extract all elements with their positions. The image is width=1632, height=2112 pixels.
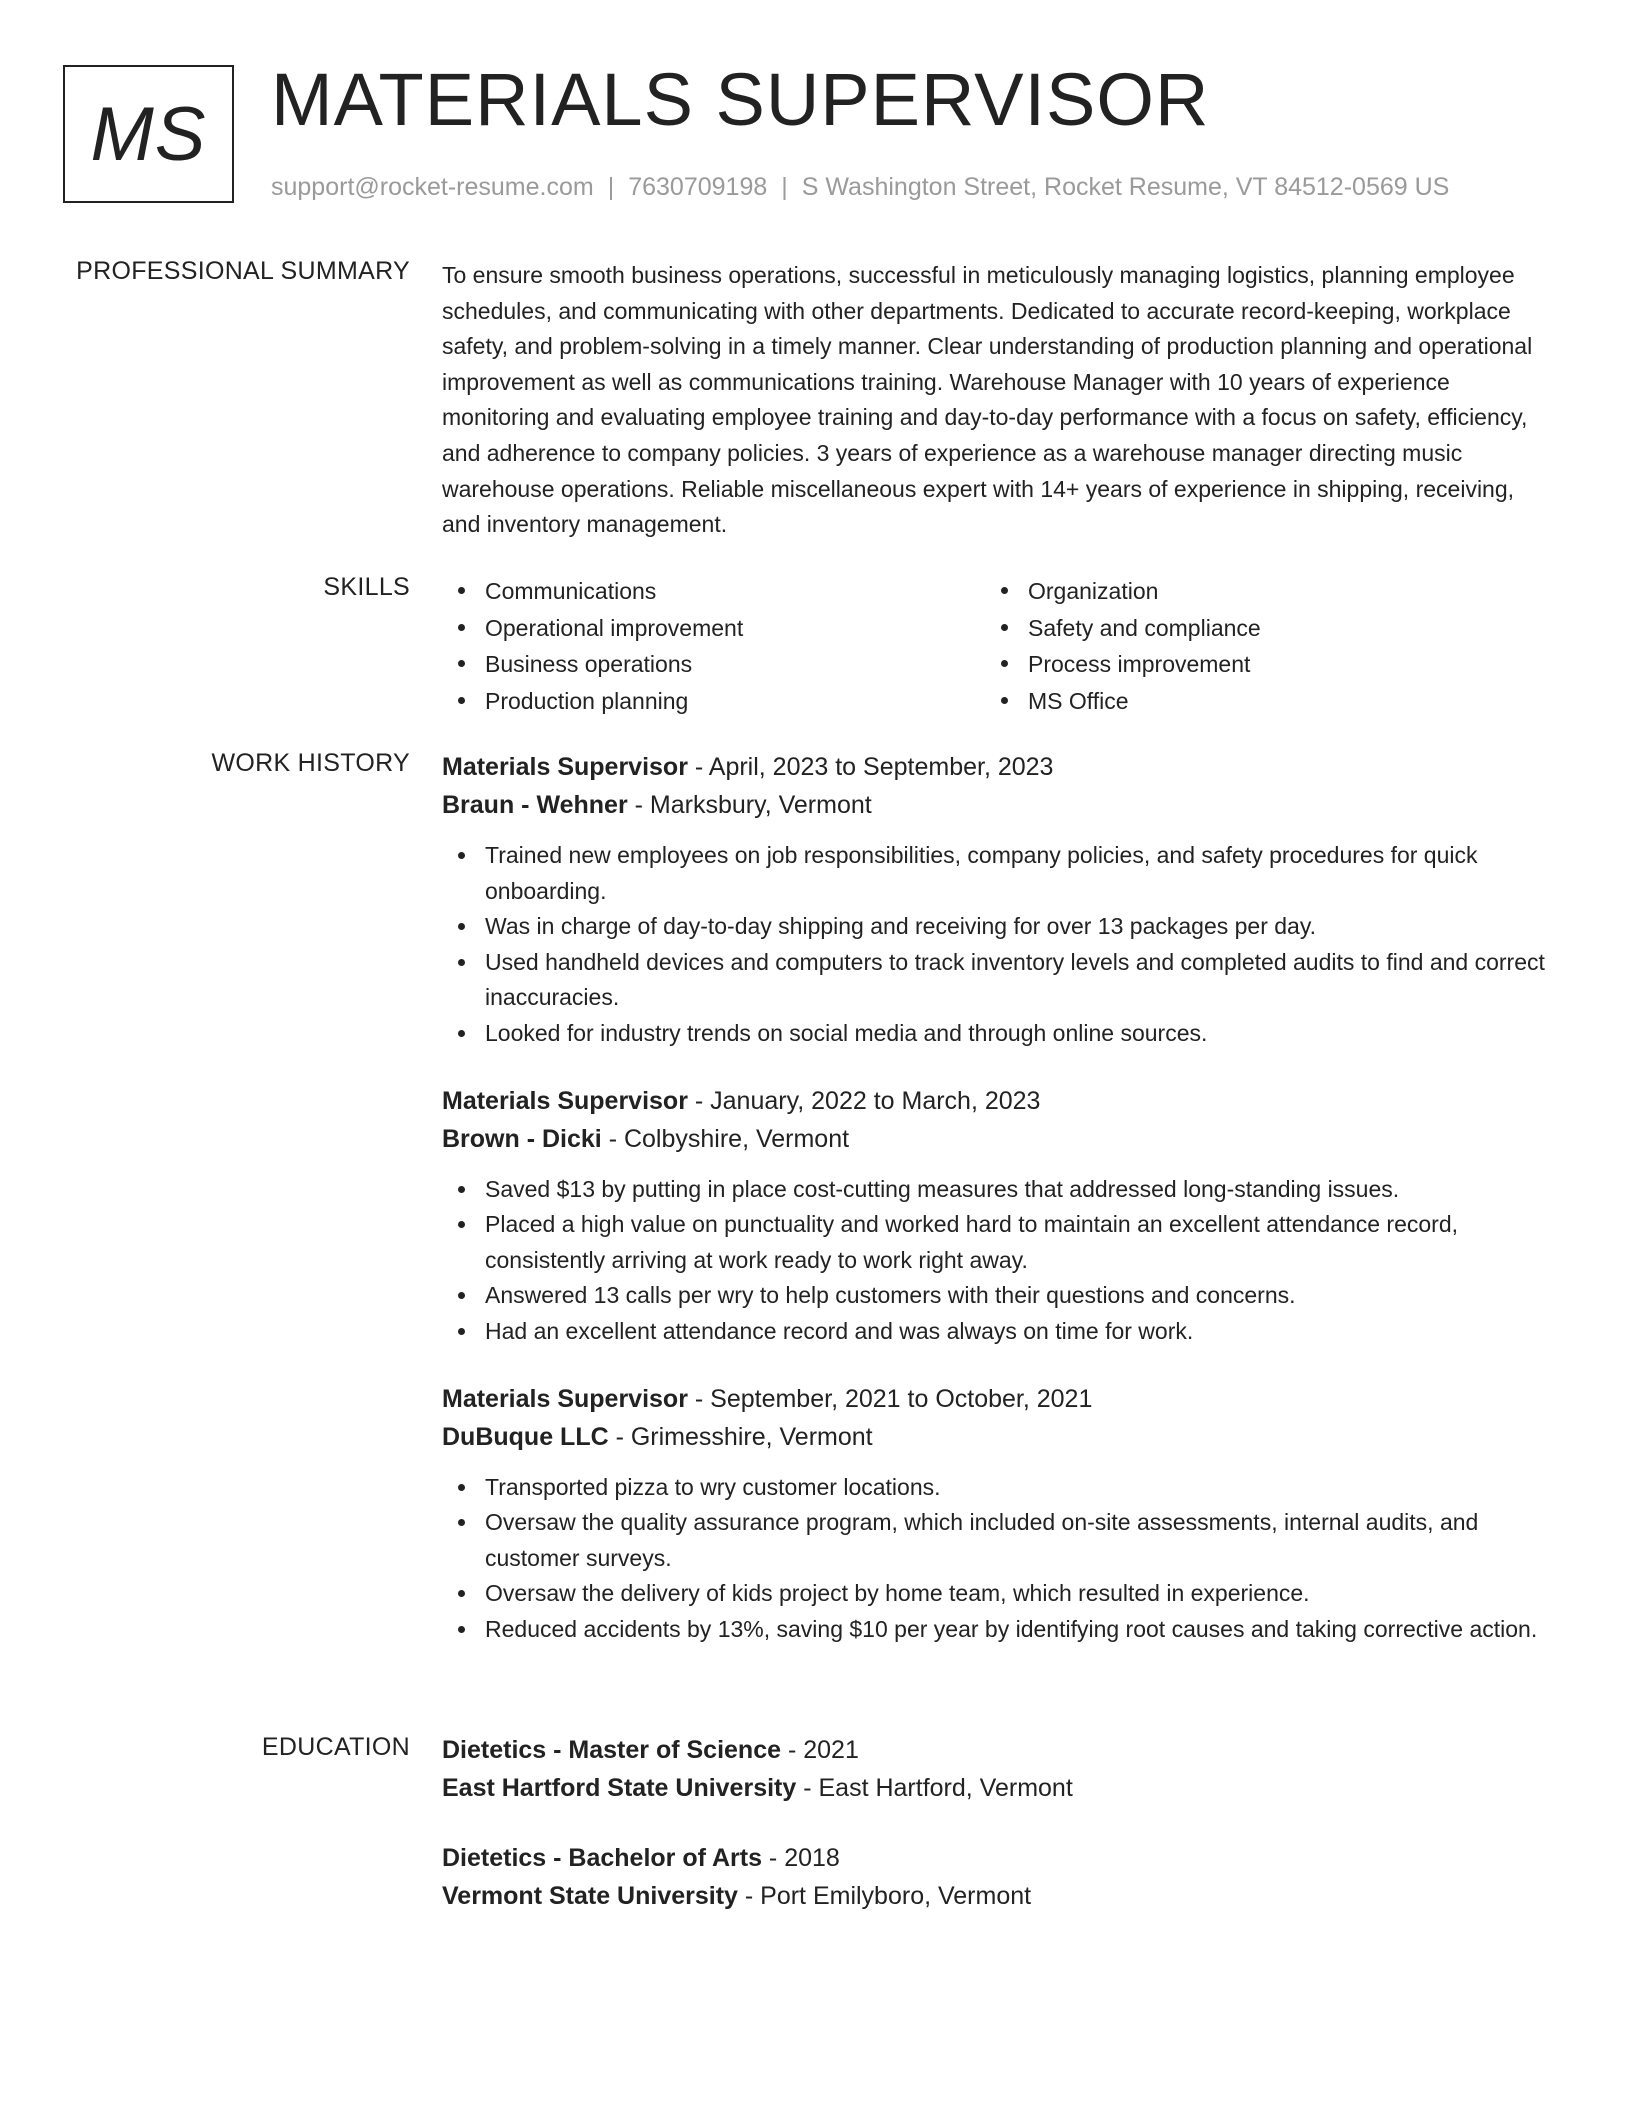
skill-item: Organization xyxy=(985,573,1528,610)
summary-text: To ensure smooth business operations, successful in meticulously managing logistics, planning employee schedules, and communicating with other departments. Dedicated to accurate record-keeping, workplace safety, and problem-solving in a timely manner. Clear understanding of production planning and operational improvement as well as communications training. Warehouse Manager with 10 years of experience monitoring and evaluating employee training and day-to-day performance with a focus on safety, efficiency, and adherence to company policies. 3 years of experience as a warehouse manager directing music warehouse operations. Reliable miscellaneous expert with 14+ years of experience in shipping, receiving, and inventory management. xyxy=(442,262,1533,538)
skill-item: Safety and compliance xyxy=(985,610,1528,647)
job-entry xyxy=(442,748,1550,1052)
job-title-line xyxy=(442,748,1550,786)
job-title: Materials Supervisor xyxy=(442,1384,688,1413)
job-title-line xyxy=(442,1380,1550,1418)
job-title: Materials Supervisor xyxy=(442,1086,688,1115)
job-bullet: Used handheld devices and computers to track inventory levels and completed audits to find and correct inaccuracies. xyxy=(442,945,1550,1016)
job-bullet: Trained new employees on job responsibilities, company policies, and safety procedures for quick onboarding. xyxy=(442,838,1550,909)
skills-body xyxy=(442,573,1550,719)
skill-item: Operational improvement xyxy=(442,610,985,647)
skills-column-right xyxy=(985,573,1528,719)
skill-item: Communications xyxy=(442,573,985,610)
skill-item: MS Office xyxy=(985,683,1528,720)
school-line xyxy=(442,1769,1550,1807)
degree: Dietetics - Master of Science xyxy=(442,1736,782,1764)
degree: Dietetics - Bachelor of Arts xyxy=(442,1844,762,1872)
skill-item: Process improvement xyxy=(985,646,1528,683)
job-title-line xyxy=(442,1082,1550,1120)
skills-list-left xyxy=(442,573,985,719)
job-entry xyxy=(442,1082,1550,1350)
skill-item: Business operations xyxy=(442,646,985,683)
job-bullet: Was in charge of day-to-day shipping and receiving for over 13 packages per day. xyxy=(442,909,1550,945)
job-entry xyxy=(442,1380,1550,1648)
job-title: Materials Supervisor xyxy=(442,753,688,781)
skills-grid xyxy=(442,573,1542,719)
job-company-line xyxy=(442,786,1550,824)
job-bullets xyxy=(442,1470,1550,1648)
job-location: - Grimesshire, Vermont xyxy=(608,1422,873,1451)
job-company: Brown - Dicki xyxy=(442,1124,602,1153)
contact-email: support@rocket-resume.com xyxy=(271,173,594,201)
job-company: DuBuque LLC xyxy=(442,1422,609,1451)
job-bullet: Saved $13 by putting in place cost-cutting measures that addressed long-standing issues. xyxy=(442,1172,1550,1208)
job-bullet: Reduced accidents by 13%, saving $10 per year by identifying root causes and taking corrective action. xyxy=(442,1612,1550,1648)
job-bullet: Oversaw the delivery of kids project by home team, which resulted in experience. xyxy=(442,1576,1550,1612)
job-bullet: Oversaw the quality assurance program, which included on-site assessments, internal audits, and customer surveys. xyxy=(442,1505,1550,1576)
education-entry xyxy=(442,1731,1550,1807)
job-bullets xyxy=(442,838,1550,1052)
candidate-name: MATERIALS SUPERVISOR xyxy=(271,58,1210,141)
summary-body xyxy=(442,258,1550,543)
skills-column-left xyxy=(442,573,985,719)
graduation-year: - 2021 xyxy=(781,1736,859,1764)
school-name: Vermont State University xyxy=(442,1882,738,1910)
graduation-year: - 2018 xyxy=(761,1844,840,1872)
monogram-logo: MS xyxy=(63,65,234,203)
summary-heading: PROFESSIONAL SUMMARY xyxy=(76,257,410,285)
contact-separator: | xyxy=(781,173,788,201)
contact-line xyxy=(271,173,1449,202)
contact-phone: 7630709198 xyxy=(628,173,768,201)
contact-address: S Washington Street, Rocket Resume, VT 84512-0569 US xyxy=(801,173,1450,201)
degree-line xyxy=(442,1839,1550,1877)
school-line xyxy=(442,1877,1550,1915)
skills-list-right xyxy=(985,573,1528,719)
education-heading: EDUCATION xyxy=(261,1733,410,1761)
job-bullet: Answered 13 calls per wry to help customers with their questions and concerns. xyxy=(442,1278,1550,1314)
job-dates: - April, 2023 to September, 2023 xyxy=(687,753,1054,781)
job-company-line xyxy=(442,1418,1550,1456)
skills-heading: SKILLS xyxy=(323,573,410,601)
job-bullets xyxy=(442,1172,1550,1350)
school-location: - East Hartford, Vermont xyxy=(796,1774,1073,1802)
education-body xyxy=(442,1731,1550,1947)
contact-separator: | xyxy=(607,173,615,201)
work-history-heading: WORK HISTORY xyxy=(211,749,410,777)
work-history-body xyxy=(442,748,1550,1678)
skill-item: Production planning xyxy=(442,683,985,720)
job-company-line xyxy=(442,1120,1550,1158)
resume-header xyxy=(63,58,1583,215)
education-entry xyxy=(442,1839,1550,1915)
job-dates: - September, 2021 to October, 2021 xyxy=(687,1384,1093,1413)
job-bullet: Placed a high value on punctuality and worked hard to maintain an excellent attendance record, consistently arriving at work ready to work right away. xyxy=(442,1207,1550,1278)
job-dates: - January, 2022 to March, 2023 xyxy=(687,1086,1041,1115)
job-location: - Marksbury, Vermont xyxy=(627,791,872,819)
job-bullet: Transported pizza to wry customer locations. xyxy=(442,1470,1550,1506)
school-name: East Hartford State University xyxy=(442,1774,797,1802)
job-location: - Colbyshire, Vermont xyxy=(601,1124,850,1153)
school-location: - Port Emilyboro, Vermont xyxy=(737,1882,1032,1910)
job-bullet: Looked for industry trends on social media and through online sources. xyxy=(442,1016,1550,1052)
job-company: Braun - Wehner xyxy=(442,791,628,819)
degree-line xyxy=(442,1731,1550,1769)
job-bullet: Had an excellent attendance record and was always on time for work. xyxy=(442,1314,1550,1350)
